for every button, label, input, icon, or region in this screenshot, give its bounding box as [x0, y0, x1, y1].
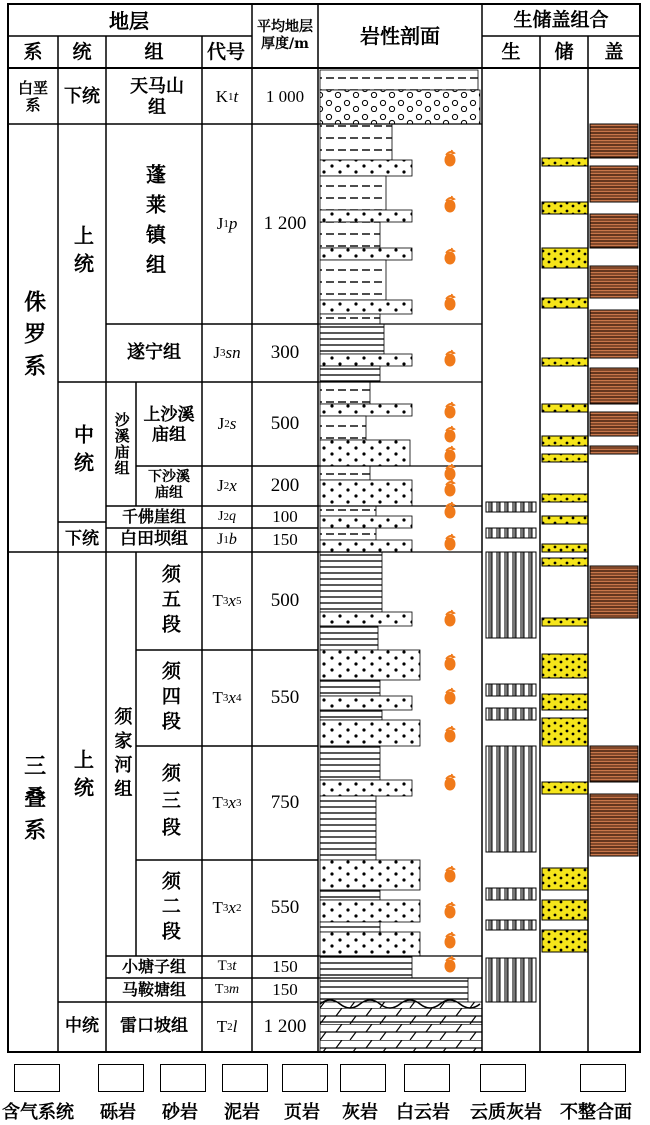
reservoir-bed — [542, 930, 588, 952]
header-series: 统 — [72, 41, 92, 64]
reservoir-bed — [542, 654, 588, 678]
formation-tianmashan: 天马山组 — [130, 76, 184, 118]
lithology-profile — [320, 70, 482, 1052]
source-rock-bed — [486, 552, 536, 638]
gas-system-markers — [445, 150, 456, 973]
code-t3t: T 3 t — [217, 958, 237, 975]
cap-rock-bed — [590, 794, 638, 856]
formation-xu3: 须三段 — [158, 762, 181, 844]
cap-rock-bed — [590, 166, 638, 202]
cap-rock-bed — [590, 124, 638, 158]
formation-baitianba: 白田坝组 — [120, 529, 188, 550]
thickness-upper-shaximiao: 500 — [270, 413, 300, 435]
lithology-bed — [320, 956, 412, 978]
lithology-bed — [320, 382, 370, 404]
lithology-bed — [320, 710, 382, 720]
source-reservoir-cap-columns — [486, 124, 638, 1002]
lithology-bed — [320, 124, 392, 160]
source-rock-bed — [486, 920, 536, 930]
cap-rock-bed — [590, 214, 638, 248]
reservoir-bed — [542, 618, 588, 626]
code-t3x2: T 3 x 2 — [212, 898, 242, 918]
reservoir-bed — [542, 900, 588, 920]
gas-flame-icon — [445, 402, 456, 419]
lithology-bed — [320, 680, 380, 696]
source-rock-bed — [486, 708, 536, 720]
lithology-bed — [320, 626, 378, 650]
legend-dolomitic-limestone-label: 云质灰岩 — [470, 1102, 542, 1123]
thickness-lower-shaximiao: 200 — [270, 475, 300, 497]
thickness-maantang: 150 — [272, 980, 298, 1000]
code-k1t: K 1 t — [215, 87, 239, 107]
code-j2x: J 2 x — [217, 476, 237, 496]
gas-flame-icon — [445, 654, 456, 671]
series-j-upper: 上统 — [70, 225, 95, 281]
group-xujiahe: 须家河组 — [111, 706, 133, 803]
thickness-leikoupo: 1 200 — [263, 1016, 307, 1038]
gas-flame-icon — [445, 502, 456, 519]
legend-unconformity-label: 不整合面 — [560, 1102, 632, 1123]
gas-flame-icon — [445, 150, 456, 167]
thickness-tianmashan: 1 000 — [265, 87, 305, 107]
system-jurassic: 侏罗系 — [20, 290, 47, 386]
lithology-bed — [320, 720, 420, 746]
thickness-xu5: 500 — [270, 590, 300, 612]
gas-flame-icon — [445, 610, 456, 627]
thickness-xu3: 750 — [270, 792, 300, 814]
gas-flame-icon — [445, 196, 456, 213]
header-thickness: 平均地层厚度/m — [257, 18, 313, 52]
cap-rock-bed — [590, 746, 638, 782]
gas-flame-icon — [445, 446, 456, 463]
lithology-bed — [320, 354, 412, 366]
reservoir-bed — [542, 202, 588, 214]
header-reservoir: 储 — [554, 41, 574, 64]
lithology-bed — [320, 366, 380, 382]
legend-shale-icon — [282, 1064, 328, 1092]
lithology-bed — [320, 528, 376, 540]
lithology-bed — [320, 932, 420, 956]
lithology-bed — [320, 404, 412, 416]
reservoir-bed — [542, 782, 588, 794]
lithology-bed — [320, 540, 412, 552]
source-rock-bed — [486, 502, 536, 512]
lithology-bed — [320, 506, 376, 516]
code-t3x3: T 3 x 3 — [212, 793, 242, 813]
legend-gas-system-icon — [14, 1064, 60, 1092]
header-combination: 生储盖组合 — [513, 9, 609, 32]
formation-penglaizhen: 蓬莱镇组 — [142, 164, 167, 284]
system-cretaceous: 白垩系 — [17, 78, 48, 114]
header-source: 生 — [501, 41, 521, 64]
formation-lower-shaximiao: 下沙溪庙组 — [148, 468, 190, 501]
code-t3x4: T 3 x 4 — [212, 688, 242, 708]
header-formation: 组 — [144, 41, 164, 64]
reservoir-bed — [542, 404, 588, 412]
lithology-bed — [320, 300, 412, 314]
legend-limestone-label: 灰岩 — [342, 1102, 378, 1123]
cap-rock-bed — [590, 412, 638, 436]
reservoir-bed — [542, 248, 588, 268]
thickness-xu4: 550 — [270, 687, 300, 709]
lithology-bed — [320, 860, 420, 890]
reservoir-bed — [542, 298, 588, 308]
reservoir-bed — [542, 494, 588, 502]
legend-dolomite-icon — [404, 1064, 450, 1092]
code-j1p: J 1 p — [216, 214, 238, 234]
cap-rock-bed — [590, 368, 638, 404]
group-shaximiao: 沙溪庙组 — [112, 412, 131, 476]
legend-conglomerate-icon — [98, 1064, 144, 1092]
lithology-bed — [320, 650, 420, 680]
legend-sandstone-label: 砂岩 — [162, 1102, 198, 1123]
formation-suining: 遂宁组 — [127, 341, 181, 363]
formation-upper-shaximiao: 上沙溪庙组 — [143, 404, 195, 445]
source-rock-bed — [486, 888, 536, 900]
legend-gas-system-label: 含气系统 — [2, 1102, 74, 1123]
gas-flame-icon — [445, 534, 456, 551]
formation-xu5: 须五段 — [158, 563, 181, 639]
thickness-xiaotangzi: 150 — [272, 957, 298, 977]
lithology-bed — [320, 416, 366, 440]
header-strata: 地层 — [109, 8, 149, 33]
legend-dolomitic-limestone-icon — [480, 1064, 526, 1092]
gas-flame-icon — [445, 774, 456, 791]
legend-mudstone-label: 泥岩 — [224, 1102, 260, 1123]
gas-flame-icon — [445, 294, 456, 311]
legend-limestone-icon — [340, 1064, 386, 1092]
gas-flame-icon — [445, 726, 456, 743]
gas-flame-icon — [445, 480, 456, 497]
lithology-bed — [320, 480, 412, 506]
lithology-bed — [320, 210, 412, 222]
series-j-lower: 下统 — [65, 529, 99, 550]
lithology-bed — [320, 90, 480, 124]
lithology-bed — [320, 176, 386, 210]
code-j1b: J 1 b — [217, 530, 237, 548]
lithology-bed — [320, 70, 478, 90]
series-j-middle: 中统 — [70, 424, 95, 480]
thickness-xu2: 550 — [270, 897, 300, 919]
lithology-bed — [320, 222, 380, 248]
lithology-bed — [320, 248, 412, 260]
code-t3x5: T 3 x 5 — [212, 591, 242, 611]
lithology-bed — [320, 922, 380, 932]
gas-flame-icon — [445, 902, 456, 919]
lithology-bed — [320, 900, 420, 922]
cap-rock-bed — [590, 446, 638, 454]
formation-xiaotangzi: 小塘子组 — [121, 956, 186, 976]
code-j2s: J 2 s — [217, 414, 237, 434]
gas-flame-icon — [445, 932, 456, 949]
legend-unconformity-icon — [580, 1064, 626, 1092]
lithology-bed — [320, 160, 412, 176]
cap-rock-bed — [590, 566, 638, 618]
reservoir-bed — [542, 694, 588, 710]
cap-rock-bed — [590, 310, 638, 358]
legend-mudstone-icon — [222, 1064, 268, 1092]
header-system: 系 — [23, 41, 43, 64]
lithology-bed — [320, 314, 380, 324]
gas-flame-icon — [445, 248, 456, 265]
lithology-bed — [320, 324, 384, 354]
gas-flame-icon — [445, 426, 456, 443]
code-j3sn: J 3 sn — [213, 343, 241, 363]
formation-xu4: 须四段 — [158, 660, 181, 736]
formation-xu2: 须二段 — [158, 870, 181, 946]
header-cap: 盖 — [604, 41, 624, 64]
lithology-bed — [320, 746, 380, 780]
formation-maantang: 马鞍塘组 — [121, 979, 186, 999]
code-t2l: T 2 l — [216, 1017, 238, 1037]
legend-shale-label: 页岩 — [284, 1102, 320, 1123]
series-k-lower: 下统 — [64, 85, 100, 107]
lithology-bed — [320, 516, 412, 528]
thickness-baitianba: 150 — [272, 530, 298, 550]
thickness-qianfoya: 100 — [272, 507, 298, 527]
source-rock-bed — [486, 684, 536, 696]
code-t3m: T 3 m — [214, 981, 240, 997]
reservoir-bed — [542, 516, 588, 524]
lithology-bed — [320, 696, 412, 710]
thickness-penglaizhen: 1 200 — [263, 213, 307, 235]
code-j2q: J 2 q — [218, 508, 236, 524]
lithology-bed — [320, 612, 412, 626]
reservoir-bed — [542, 158, 588, 166]
source-rock-bed — [486, 528, 536, 538]
formation-qianfoya: 千佛崖组 — [121, 506, 186, 526]
thickness-suining: 300 — [270, 342, 300, 364]
lithology-bed — [320, 796, 376, 860]
cap-rock-bed — [590, 266, 638, 298]
reservoir-bed — [542, 718, 588, 746]
system-triassic: 三叠系 — [20, 754, 47, 850]
gas-flame-icon — [445, 350, 456, 367]
header-code: 代号 — [206, 41, 245, 64]
legend-sandstone-icon — [160, 1064, 206, 1092]
source-rock-bed — [486, 958, 536, 1002]
series-t-upper: 上统 — [70, 749, 95, 805]
lithology-bed — [320, 978, 468, 1002]
source-rock-bed — [486, 746, 536, 852]
gas-flame-icon — [445, 688, 456, 705]
lithology-bed — [320, 260, 386, 300]
reservoir-bed — [542, 868, 588, 890]
lithology-bed — [320, 552, 382, 612]
gas-flame-icon — [445, 956, 456, 973]
lithology-bed — [320, 1002, 482, 1052]
legend-conglomerate-label: 砾岩 — [100, 1102, 136, 1123]
lithology-bed — [320, 440, 410, 466]
reservoir-bed — [542, 558, 588, 566]
reservoir-bed — [542, 358, 588, 366]
gas-flame-icon — [445, 866, 456, 883]
header-lithology: 岩性剖面 — [360, 23, 440, 48]
series-t-middle: 中统 — [65, 1016, 99, 1037]
lithology-bed — [320, 890, 380, 900]
lithology-bed — [320, 466, 370, 480]
legend-dolomite-label: 白云岩 — [396, 1102, 450, 1123]
reservoir-bed — [542, 454, 588, 462]
lithology-bed — [320, 780, 412, 796]
formation-leikoupo: 雷口坡组 — [120, 1016, 188, 1037]
reservoir-bed — [542, 436, 588, 446]
reservoir-bed — [542, 544, 588, 552]
